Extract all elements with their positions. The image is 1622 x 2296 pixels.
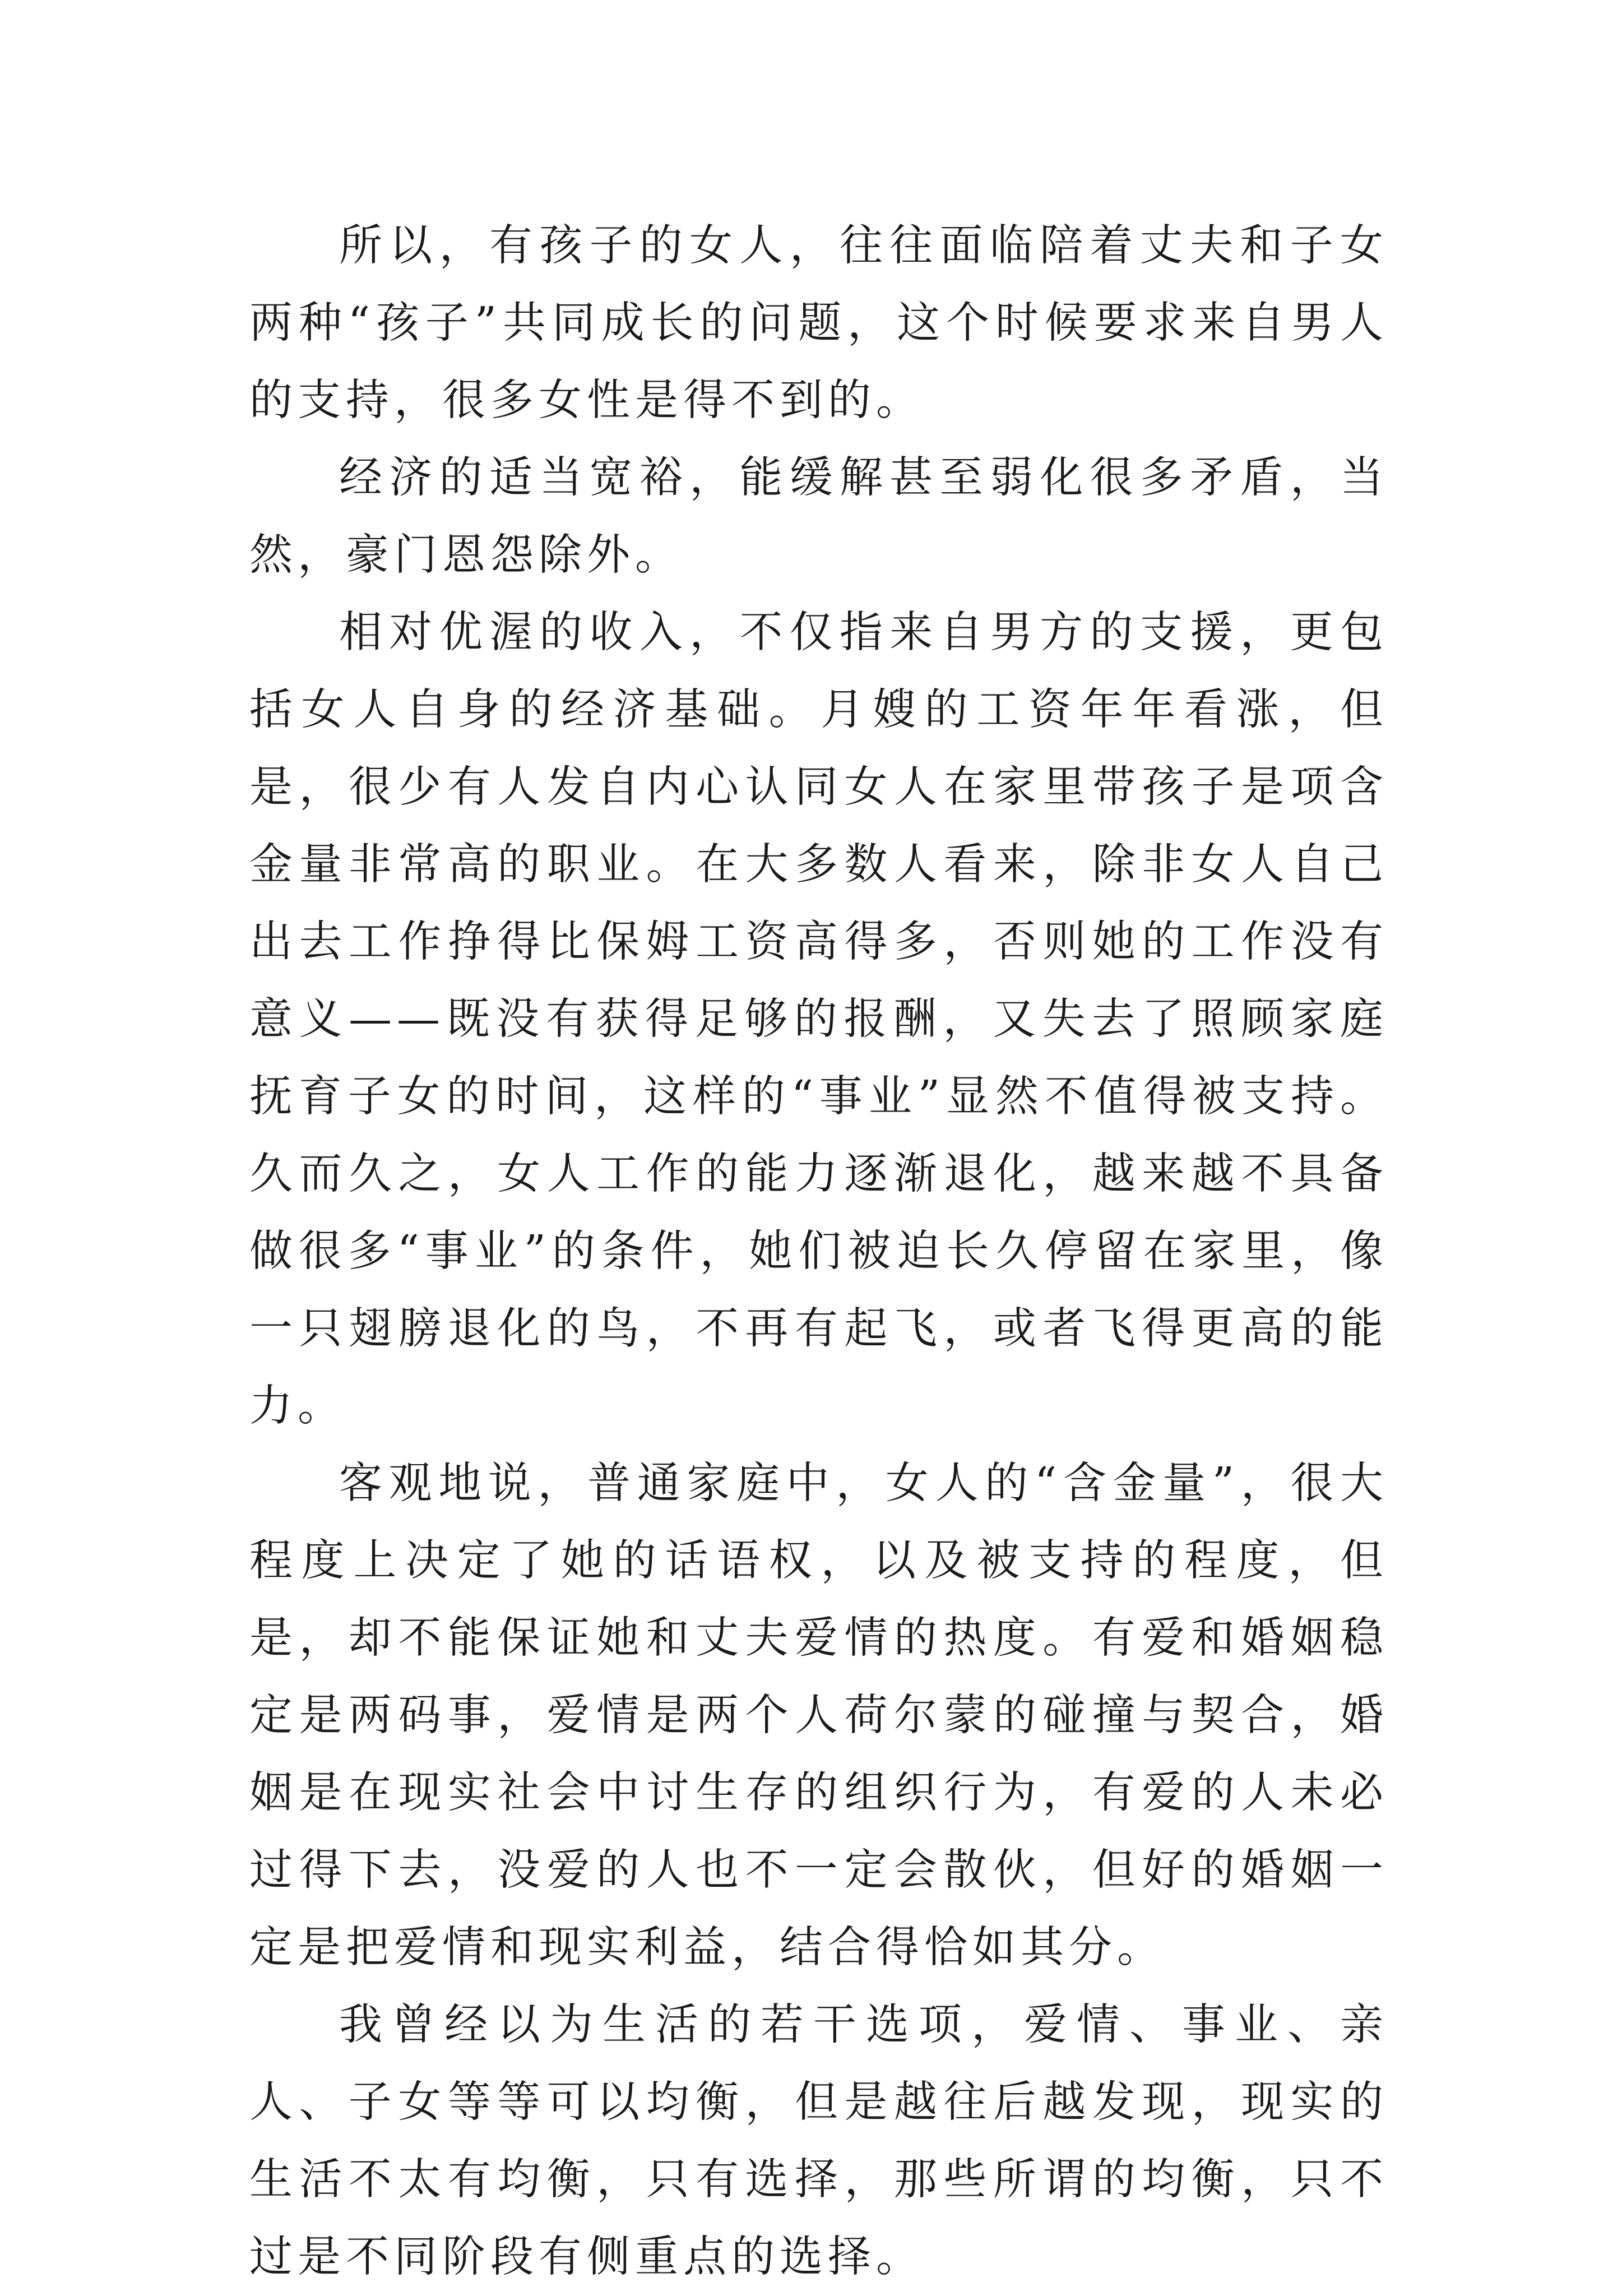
paragraph-3: 相对优渥的收入，不仅指来自男方的支援，更包括女人自身的经济基础。月嫂的工资年年看涨，但是，很少有人发自内心认同女人在家里带孩子是项含金量非常高的职业。在大多数人看来，除非女人自己出去工作挣得比保姆工资高得多，否则她的工作没有意义——既没有获得足够的报酬，又失去了照顾家庭抚育子女的时间，这样的“事业”显然不值得被支持。久而久之，女人工作的能力逐渐退化，越来越不具备做很多“事业”的条件，她们被迫长久停留在家里，像一只翅膀退化的鸟，不再有起飞，或者飞得更高的能力。 [249, 608, 1388, 1431]
body-text [249, 207, 1388, 2296]
paragraph-1: 所以，有孩子的女人，往往面临陪着丈夫和子女两种“孩子”共同成长的问题，这个时候要求来自男人的支持，很多女性是得不到的。 [249, 221, 1388, 425]
paragraph-5: 我曾经以为生活的若干选项，爱情、事业、亲人、子女等等可以均衡，但是越往后越发现，现实的生活不太有均衡，只有选择，那些所谓的均衡，只不过是不同阶段有侧重点的选择。 [249, 2000, 1388, 2282]
paragraph-2: 经济的适当宽裕，能缓解甚至弱化很多矛盾，当然，豪门恩怨除外。 [249, 453, 1388, 580]
paragraph-4: 客观地说，普通家庭中，女人的“含金量”，很大程度上决定了她的话语权，以及被支持的程度，但是，却不能保证她和丈夫爱情的热度。有爱和婚姻稳定是两码事，爱情是两个人荷尔蒙的碰撞与契合，婚姻是在现实社会中讨生存的组织行为，有爱的人未必过得下去，没爱的人也不一定会散伙，但好的婚姻一定是把爱情和现实利益，结合得恰如其分。 [249, 1459, 1388, 1973]
